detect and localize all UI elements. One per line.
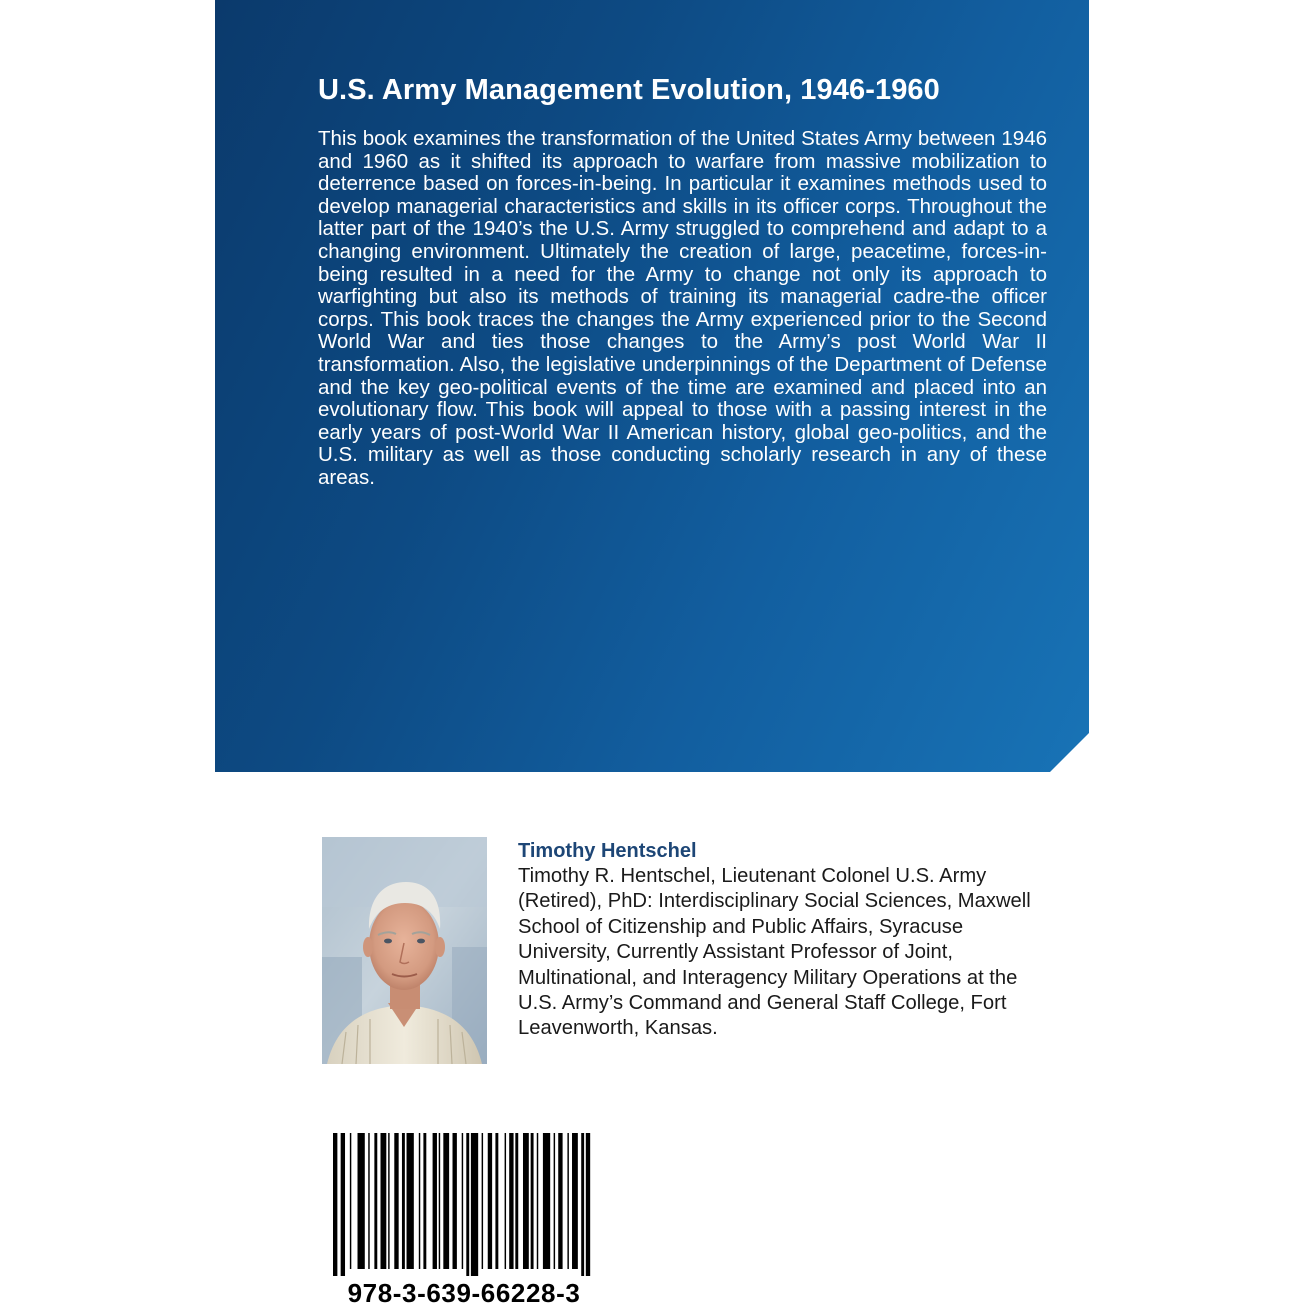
barcode-bar	[333, 1133, 337, 1276]
barcode-bar	[558, 1133, 562, 1269]
barcode-bar	[482, 1133, 483, 1269]
barcode-bar	[388, 1133, 389, 1269]
barcode-bar	[572, 1133, 578, 1269]
barcode	[333, 1133, 595, 1276]
barcode-bar	[488, 1133, 492, 1269]
barcode-bar	[419, 1133, 420, 1269]
barcode-bar	[567, 1133, 568, 1269]
barcode-bar	[554, 1133, 555, 1269]
barcode-bar	[402, 1133, 405, 1269]
barcode-bar	[439, 1133, 440, 1269]
barcode-bar	[495, 1133, 498, 1269]
barcode-bar	[581, 1133, 584, 1276]
barcode-bar	[350, 1133, 351, 1269]
barcode-bar	[531, 1133, 534, 1269]
barcode-bar	[423, 1133, 426, 1269]
barcode-bar	[543, 1133, 550, 1269]
barcode-bar	[407, 1133, 414, 1269]
barcode-bar	[341, 1133, 345, 1276]
book-description: This book examines the transformation of the United States Army between 1946 and 1960 as it shifted its approach to warfare from massive mobilization to deterrence based on forces-in-being. In particular it examines methods used to develop managerial characteristics and skills in its officer corps. Throughout the latter part of the 1940’s the U.S. Army struggled to comprehend and adapt to a changing environment. Ultimately the creation of large, peacetime, forces-in-being resulted in a need for the Army to change not only its approach to warfighting but also its methods of training its managerial cadre-the officer corps. This book traces the changes the Army experienced prior to the Second World War and ties those changes to the Army’s post World War II transformation. Also, the legislative underpinnings of the Department of Defense and the key geo-political events of the time are examined and placed into an evolutionary flow. This book will appeal to those with a passing interest in the early years of post-World War II American history, global geo-politics, and the U.S. military as well as those conducting scholarly research in any of these areas.	[318, 127, 1047, 489]
author-bio: Timothy R. Hentschel, Lieutenant Colonel U.S. Army (Retired), PhD: Interdisciplinary Social Sciences, Maxwell School of Citizenship and Public Affairs, Syracuse University, Currently Assistant Professor of Joint, Multinational, and Interagency Military Operations at the U.S. Army’s Command and General Staff College, Fort Leavenworth, Kansas.	[518, 865, 1031, 1040]
barcode-bar	[509, 1133, 513, 1269]
barcode-bar	[381, 1133, 387, 1269]
barcode-bar	[466, 1133, 469, 1276]
barcode-bar	[505, 1133, 506, 1269]
barcode-bar	[374, 1133, 377, 1269]
barcode-bar	[471, 1133, 478, 1276]
isbn-number: 978-3-639-66228-3	[347, 1278, 581, 1308]
barcode-bar	[368, 1133, 369, 1269]
barcode-bar	[537, 1133, 538, 1269]
barcode-bar	[515, 1133, 518, 1269]
barcode-bar	[586, 1133, 590, 1276]
book-title: U.S. Army Management Evolution, 1946-1960	[318, 74, 940, 106]
barcode-bar	[358, 1133, 365, 1269]
author-photo	[322, 837, 487, 1064]
author-name: Timothy Hentschel	[518, 840, 697, 862]
barcode-bar	[394, 1133, 398, 1269]
barcode-bar	[462, 1133, 463, 1269]
barcode-bar	[433, 1133, 437, 1269]
barcode-bar	[523, 1133, 529, 1269]
barcode-bar	[443, 1133, 449, 1269]
barcode-bar	[453, 1133, 457, 1269]
